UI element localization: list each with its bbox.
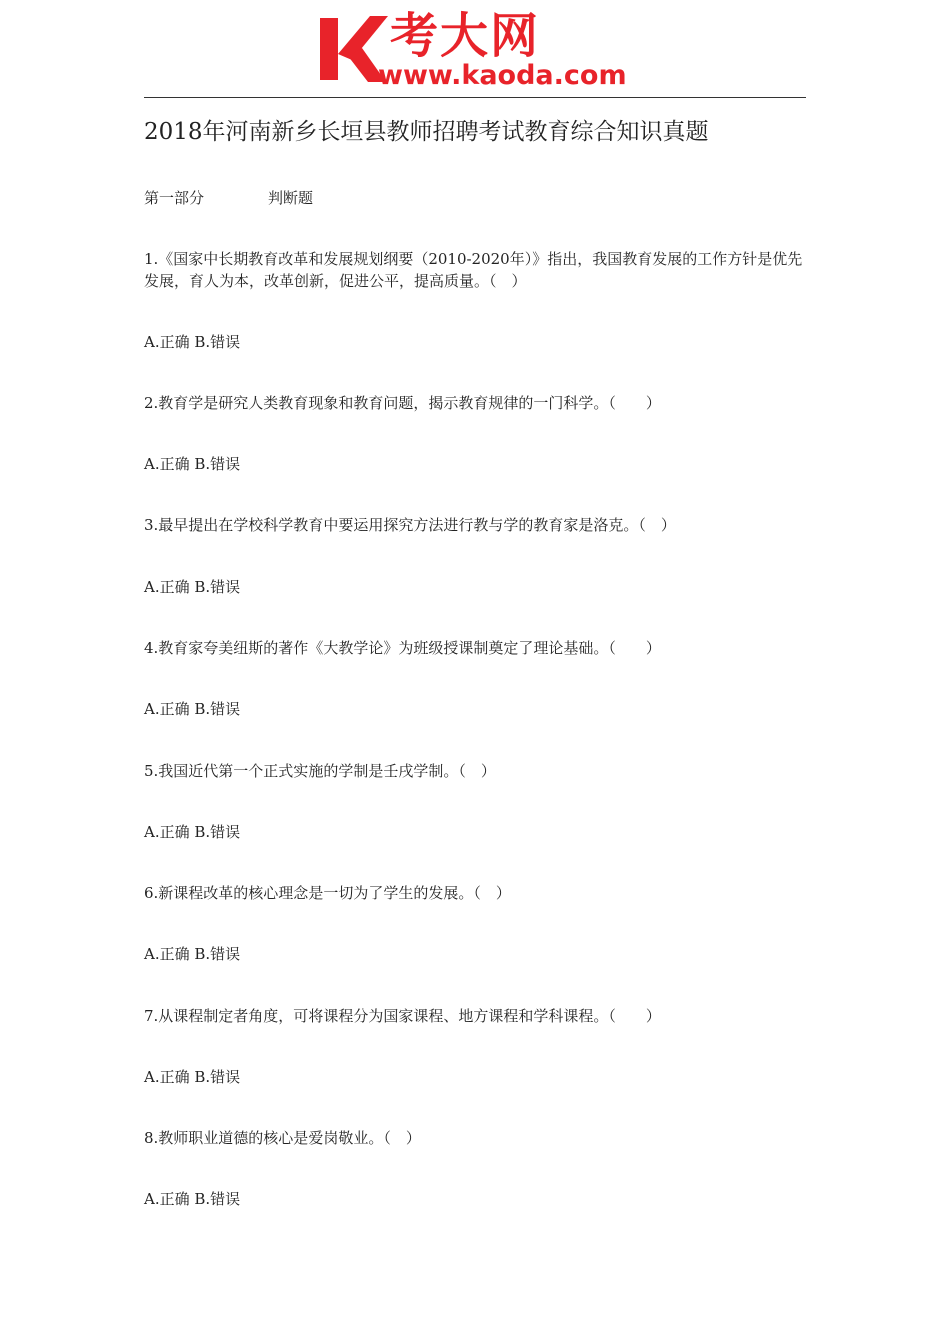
document-title: 2018年河南新乡长垣县教师招聘考试教育综合知识真题 xyxy=(144,119,709,145)
question-6-options: A.正确 B.错误 xyxy=(144,945,241,963)
question-3: 3.最早提出在学校科学教育中要运用探究方法进行教与学的教育家是洛克。（ ） xyxy=(144,516,676,534)
question-2: 2.教育学是研究人类教育现象和教育问题，揭示教育规律的一门科学。（ ） xyxy=(144,394,661,412)
section-heading xyxy=(144,187,313,209)
question-7-options: A.正确 B.错误 xyxy=(144,1068,241,1086)
site-logo[interactable] xyxy=(318,8,638,92)
question-1-options: A.正确 B.错误 xyxy=(144,333,241,351)
question-3-options: A.正确 B.错误 xyxy=(144,578,241,596)
question-4: 4.教育家夸美纽斯的著作《大教学论》为班级授课制奠定了理论基础。（ ） xyxy=(144,639,661,657)
question-5: 5.我国近代第一个正式实施的学制是壬戌学制。（ ） xyxy=(144,762,496,780)
question-7: 7.从课程制定者角度，可将课程分为国家课程、地方课程和学科课程。（ ） xyxy=(144,1007,661,1025)
section-part: 第一部分 xyxy=(144,189,205,207)
section-type: 判断题 xyxy=(268,189,314,207)
question-4-options: A.正确 B.错误 xyxy=(144,700,241,718)
logo-url-text: www.kaoda.com xyxy=(378,60,627,91)
question-1: 1.《国家中长期教育改革和发展规划纲要（2010-2020年）》指出，我国教育发展的工作方针是优先发展，育人为本，改革创新，促进公平，提高质量。（ ） xyxy=(144,250,803,290)
question-2-options: A.正确 B.错误 xyxy=(144,455,241,473)
question-8-options: A.正确 B.错误 xyxy=(144,1190,241,1208)
question-8: 8.教师职业道德的核心是爱岗敬业。（ ） xyxy=(144,1129,421,1147)
question-5-options: A.正确 B.错误 xyxy=(144,823,241,841)
header-divider xyxy=(144,97,806,98)
question-6: 6.新课程改革的核心理念是一切为了学生的发展。（ ） xyxy=(144,884,511,902)
logo-chinese-text: 考大网 xyxy=(390,8,541,64)
